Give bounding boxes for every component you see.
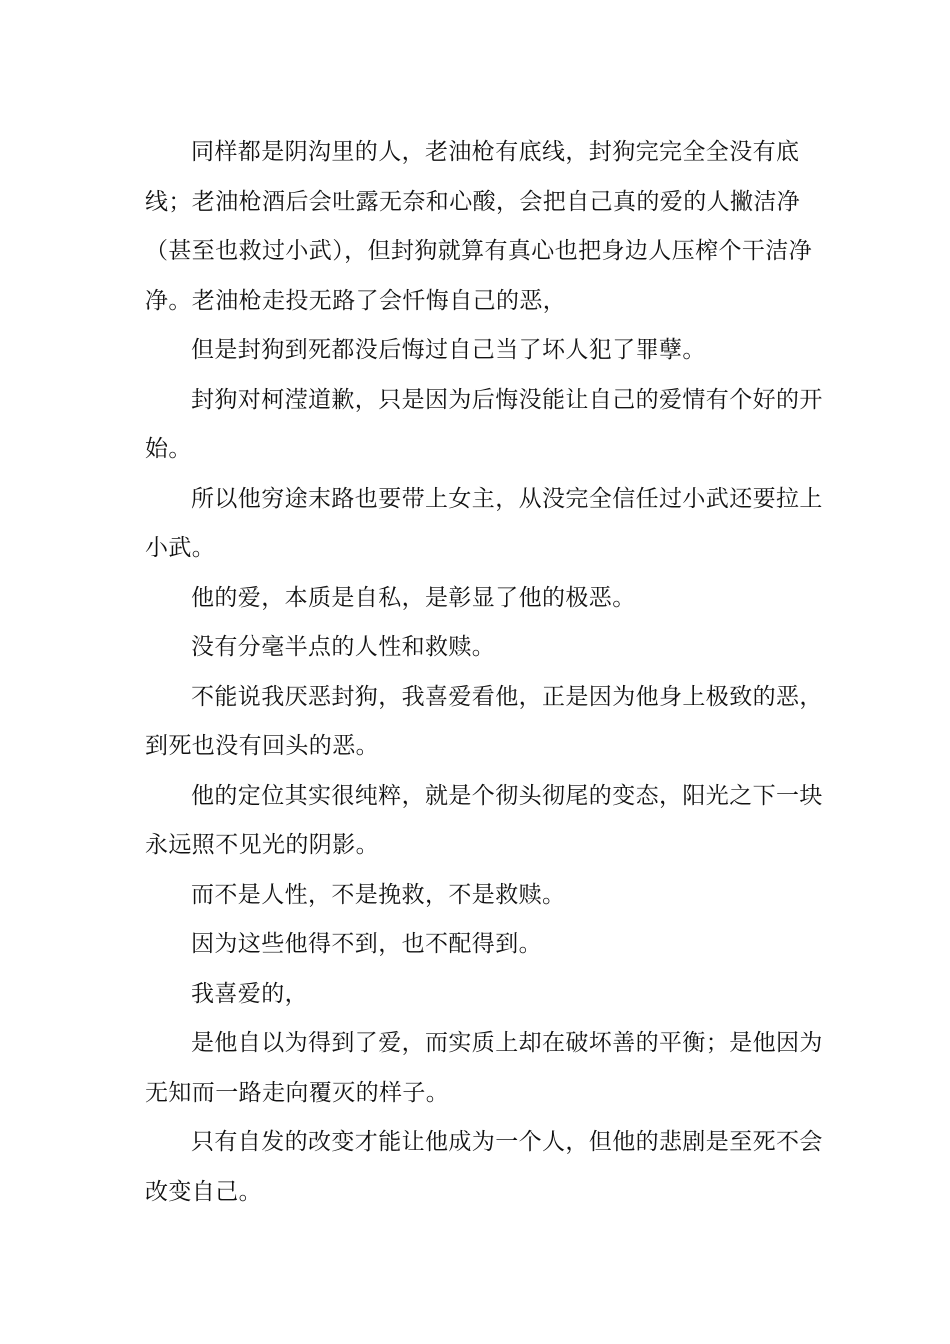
paragraph: 同样都是阴沟里的人，老油枪有底线，封狗完完全全没有底线；老油枪酒后会吐露无奈和心酸，会把自己真的爱的人撇洁净（甚至也救过小武），但封狗就算有真心也把身边人压榨个干洁净净。老油枪走投无路了会忏悔自己的恶， — [145, 139, 813, 314]
paragraph: 他的爱，本质是自私，是彰显了他的极恶。 — [191, 584, 636, 611]
paragraph: 不能说我厌恶封狗，我喜爱看他，正是因为他身上极致的恶，到死也没有回头的恶。 — [145, 683, 823, 759]
paragraph: 封狗对柯滢道歉，只是因为后悔没能让自己的爱情有个好的开始。 — [145, 386, 823, 462]
paragraph: 他的定位其实很纯粹，就是个彻头彻尾的变态，阳光之下一块永远照不见光的阴影。 — [145, 782, 823, 858]
paragraph: 而不是人性，不是挽救，不是救赎。 — [191, 881, 566, 908]
paragraph: 但是封狗到死都没后悔过自己当了坏人犯了罪孽。 — [191, 337, 706, 363]
paragraph: 因为这些他得不到，也不配得到。 — [191, 931, 542, 957]
document-body — [145, 128, 845, 1217]
paragraph: 没有分毫半点的人性和救赎。 — [191, 634, 496, 660]
paragraph: 所以他穷途末路也要带上女主，从没完全信任过小武还要拉上小武。 — [145, 485, 823, 561]
paragraph: 是他自以为得到了爱，而实质上却在破坏善的平衡；是他因为无知而一路走向覆灭的样子。 — [145, 1030, 823, 1106]
paragraph: 只有自发的改变才能让他成为一个人，但他的悲剧是至死不会改变自己。 — [145, 1129, 823, 1205]
paragraph: 我喜爱的， — [191, 980, 308, 1007]
